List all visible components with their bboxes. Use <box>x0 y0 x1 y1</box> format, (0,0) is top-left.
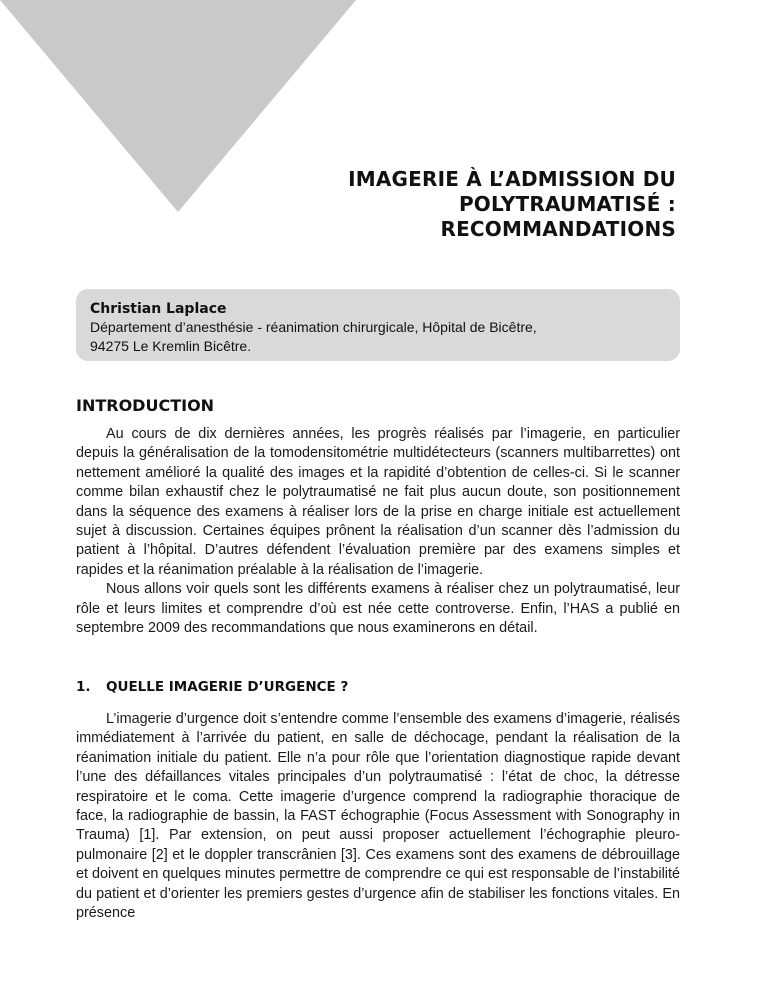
section-1-paragraph-1: L’imagerie d’urgence doit s’entendre comme l’ensemble des examens d’imagerie, réalisés immédiatement à l’arrivée du patient, en salle de déchocage, pendant la réalisation de la réanimation initiale du patient. Elle n’a pour rôle que l’orientation diagnostique rapide devant l’une des défaillances vitales principales d’un polytraumatisé : l’état de choc, la détresse respiratoire et le coma. Cette imagerie d’urgence comprend la radiographie thoracique de face, la radiographie de bassin, la FAST échographie (Focus Assessment with Sonography in Trauma) [1]. Par extension, on peut aussi proposer actuellement l’échographie pleuro-pulmonaire [2] et le doppler transcrânien [3]. Ces examens sont des examens de débrouillage et doivent en quelques minutes permettre de comprendre ce qui est responsable de l’instabilité du patient et d’orienter les premiers gestes d’urgence afin de stabiliser les fonctions vitales. En présence <box>76 711 680 922</box>
section-1-title: QUELLE IMAGERIE D’URGENCE ? <box>106 679 349 695</box>
author-name: Christian Laplace <box>90 301 227 317</box>
section-1-number: 1. <box>76 679 91 695</box>
chapter-title-line-1: IMAGERIE À L’ADMISSION DU <box>348 167 676 191</box>
chapter-title-line-2: POLYTRAUMATISÉ : <box>458 192 676 216</box>
author-box <box>76 289 680 361</box>
section-1-body <box>76 710 680 923</box>
chapter-title <box>256 167 676 242</box>
introduction-heading: INTRODUCTION <box>76 396 215 415</box>
chapter-title-line-3: RECOMMANDATIONS <box>440 217 676 241</box>
author-affiliation-line-2: 94275 Le Kremlin Bicêtre. <box>90 338 252 354</box>
introduction-body <box>76 425 680 638</box>
introduction-paragraph-1: Au cours de dix dernières années, les progrès réalisés par l’imagerie, en particulier depuis la généralisation de la tomodensitométrie multidétecteurs (scanners multibarrettes) ont nettement amélioré la qualité des images et la rapidité d’obtention de celles-ci. Si le scanner comme bilan exhaustif chez le polytraumatisé ne fait plus aucun doute, son positionnement dans la séquence des examens à réaliser lors de la prise en charge initiale est actuellement sujet à discussion. Certaines équipes prônent la réalisation d’un scanner dès l’admission du patient à l’hôpital. D’autres défendent l’évaluation première par des examens simples et rapides et la réanimation préalable à la réalisation de l’imagerie. <box>76 426 680 578</box>
author-affiliation-line-1: Département d’anesthésie - réanimation chirurgicale, Hôpital de Bicêtre, <box>90 319 537 335</box>
section-1-heading <box>76 679 348 695</box>
introduction-paragraph-2: Nous allons voir quels sont les différents examens à réaliser chez un polytraumatisé, leur rôle et leurs limites et comprendre d’où est née cette controverse. Enfin, l’HAS a publié en septembre 2009 des recommandations que nous examinerons en détail. <box>76 581 680 637</box>
